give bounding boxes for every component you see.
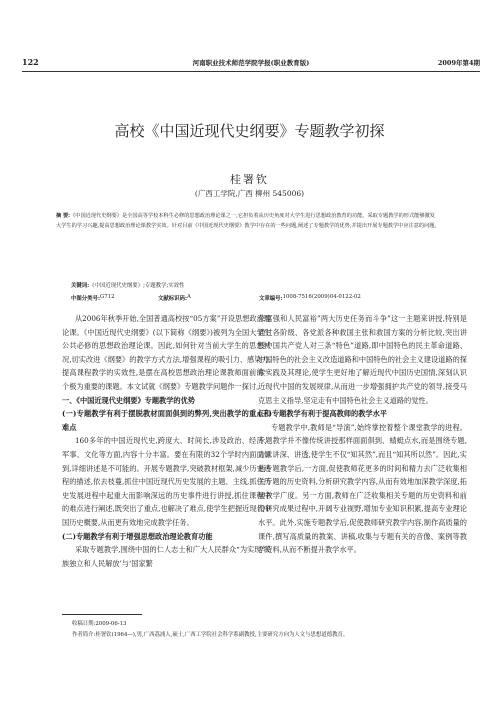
- article-id-value: 1008-7516(2009)04-0122-02: [282, 294, 361, 300]
- issue-label: 2009年第4期: [437, 59, 480, 67]
- page-number: 122: [22, 57, 39, 67]
- subsection-heading: (一)专题教学有利于摆脱教材面面俱到的弊列,突出教学的重点和难点: [62, 409, 271, 432]
- clc-field: [71, 294, 115, 302]
- doc-code-label: 文献标识码:: [158, 296, 187, 302]
- body-paragraph: 采取专题教学,围绕中国的仁人志士和广大人民群众“为实现‘民族独立和人民解放’与‘国家繁: [62, 545, 271, 568]
- subsection-heading: (二)专题教学有利于增强思想政治理论教育功能: [62, 531, 213, 541]
- clc-label: 中图分类号:: [71, 296, 100, 302]
- abstract: [56, 211, 440, 231]
- clc-value: G712: [99, 294, 115, 300]
- keywords-label: 关键词:: [71, 283, 90, 289]
- body-paragraph: 荣富强和人民富裕”两大历史任务而斗争”这一主题来讲授,特别是通过各阶级、各党派各种救国主张和救国方案的分析比较,突出讲授中国共产党人对三条“特色”道路,即中国特色的民主革命道路、中国特色的社会主义改造道路和中国特色的社会主义建设道路的探索实践及其理论,使学生更好地了解近现代中国历史国情,深刻认识近现代中国的发展规律,从而进一步增强拥护共产党的领导,接受马克思主义指导,坚定走有中国特色社会主义道路的觉性。: [258, 314, 467, 405]
- footnote: [72, 619, 452, 641]
- footnote-divider: [62, 614, 142, 615]
- doc-code-field: [158, 294, 191, 302]
- body-paragraph: 160多年的中国近现代史,跨度大、时间长,涉及政治、经济、军事、文化等方面,内容十分丰富。要在有限的32个学时内面面俱到,详细讲述是不可能的。开展专题教学,突破教材框架,减少历史进程的描述,依去枝蔓,抓住中国近现代历史发展的主题、主线,抓住历史发展进程中起重大而影响深远的历史事件进行讲授,抓住课程中的难点进行阐述,既突出了重点,也解决了难点,使学生把握近现代中国历史概要,从而更有效地完成教学任务。: [62, 436, 271, 527]
- received-date: 收稿日期:2009-06-13: [72, 621, 127, 627]
- author-affiliation: (广西工学院,广西 柳州 545006): [194, 189, 305, 198]
- right-column: [258, 312, 467, 557]
- abstract-text: 《中国近现代史纲要》是全国高等学校本科生必修的思想政治理论课之一,它担负着从历史角度对大学生进行思想政治教育的功能。采取专题教学的形式能够激发大学生的学习兴趣,提高思想政治理论课教学实效。针对目前《中国近现代史纲要》教学中存在的一些问题,阐述了专题教学的优势,并提出开展专题教学中应注意的问题。: [56, 213, 440, 229]
- subsection-heading: (三)专题教学有利于提高教师的教学水平: [258, 409, 387, 419]
- abstract-label: 摘 要:: [56, 213, 71, 219]
- section-heading: 一、《中国近现代史纲要》专题教学的优势: [62, 395, 195, 405]
- body-paragraph: 专题教学中,教师是“导演”,始终掌控着整个课堂教学的进程。专题教学并不像传统讲授那样面面俱到、蜻蜓点水,而是围绕专题,力求讲深、讲透,使学生不仅“知其然”,而且“知其所以然”。因此,实施专题教学后,一方面,促使教师花更多的时间和精力去广泛收集相关专题的历史资料,分析研究教学内容,从而有效地加深教学深度,拓展教学广度。另一方面,教师在广泛收集相关专题的历史资料和前沿研究成果过程中,开阔专业视野,增加专业知识积累,提高专业理论水平。此外,实施专题教学后,促使教师研究教学内容,制作高质量的课件,撰写高质量的教案、讲稿,收集与专题有关的音像、案例等教学资料,从而不断提升教学水平。: [258, 422, 467, 555]
- body-paragraph: 从2006年秋季开始,全国普通高校按“05方案”开设思想政治理论课。《中国近现代史纲要》(以下简称《纲要》)被列为全国大学生公共必修的思想政治理论课。因此,如何针对当前大学生的思想状况,切实改进《纲要》的教学方式方法,增强课程的吸引力、感染力,提高课程教学的实效性,是摆在高校思想政治理论课教师面前的一个极为重要的课题。本文试就《纲要》专题教学问题作一探讨。: [62, 314, 271, 391]
- author-bio: 作者简介:桂署钦(1964—),男,广西荔浦人,硕士,广西工学院社会科学系副教授,主要研究方向为人文与思想道德教育。: [72, 632, 349, 638]
- article-title: 高校《中国近现代史纲要》专题教学初探: [114, 122, 385, 140]
- keywords-text: 《中国近现代史纲要》;专题教学;实效性: [89, 283, 185, 289]
- keywords: [71, 282, 441, 291]
- article-author: 桂署钦: [230, 173, 269, 186]
- running-header: [22, 57, 480, 72]
- article-id-label: 文章编号:: [259, 296, 283, 302]
- doc-code-value: A: [186, 294, 191, 300]
- journal-name: 河南职业技术师范学院学报(职业教育版): [192, 59, 310, 67]
- article-id-field: [259, 294, 361, 302]
- left-column: [62, 312, 271, 570]
